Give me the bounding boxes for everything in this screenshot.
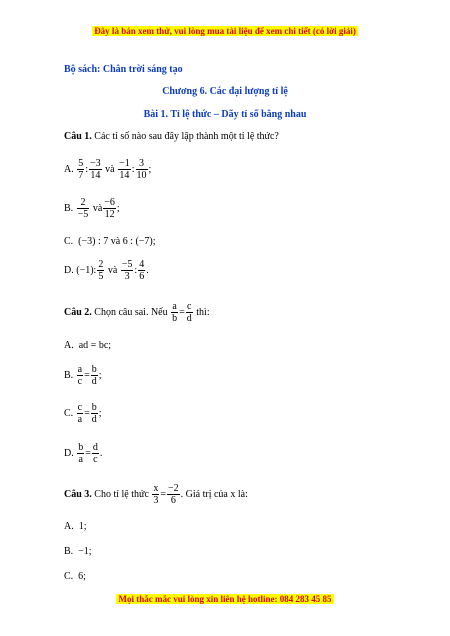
q1-option-d: D. (−1): $\frac{2}{5}$ và $\frac{-5}{3}$ : $\frac{4}{6}$ . bbox=[64, 259, 149, 282]
question-1 bbox=[64, 131, 279, 142]
q1-option-a: A. $\frac{5}{7}$ : $\frac{-3}{14}$ và $\frac{-1}{14}$ : $\frac{3}{10}$ ; bbox=[64, 158, 152, 181]
q2-option-c-letter: C. bbox=[64, 408, 74, 419]
q1-option-b-letter: B. bbox=[64, 203, 74, 214]
q2-option-a bbox=[64, 340, 111, 351]
q1-option-c bbox=[64, 236, 156, 247]
q2-option-a-text: ad = bc; bbox=[78, 340, 112, 351]
fraction: $\frac{b}{d}$ bbox=[91, 402, 97, 425]
q1-option-a-letter: A. bbox=[64, 164, 74, 175]
q1-option-c-text: (−3) : 7 và 6 : (−7); bbox=[78, 236, 156, 247]
fraction: $\frac{c}{d}$ bbox=[186, 301, 192, 324]
question-3-text: Cho tỉ lệ thức bbox=[94, 489, 149, 500]
header-banner bbox=[0, 26, 450, 36]
q2-option-a-letter: A. bbox=[64, 340, 74, 351]
fraction: $\frac{-1}{14}$ bbox=[119, 158, 130, 181]
fraction: $\frac{b}{d}$ bbox=[91, 364, 97, 387]
q2-option-d-letter: D. bbox=[64, 448, 74, 459]
question-1-text: Các tỉ số nào sau đây lập thành một tỉ lệ thức? bbox=[94, 131, 279, 142]
header-banner-text: Đây là bản xem thử, vui lòng mua tài liệu để xem chi tiết (có lời giải) bbox=[94, 26, 356, 36]
chapter-title: Chương 6. Các đại lượng tỉ lệ bbox=[162, 86, 288, 97]
question-2-text: Chọn câu sai. Nếu bbox=[94, 307, 168, 318]
q3-option-a-letter: A. bbox=[64, 521, 74, 532]
fraction: $\frac{d}{c}$ bbox=[92, 442, 98, 465]
fraction: $\frac{2}{5}$ bbox=[98, 259, 104, 282]
question-3: Câu 3. Cho tỉ lệ thức $\frac{x}{3}$ = $\frac{-2}{6}$ . Giá trị của x là: bbox=[64, 483, 248, 506]
fraction: $\frac{2}{-5}$ bbox=[77, 197, 89, 220]
fraction: $\frac{-6}{12}$ bbox=[104, 197, 115, 220]
q2-option-c: C. $\frac{c}{a}$ = $\frac{b}{d}$ ; bbox=[64, 402, 102, 425]
connector-text: và bbox=[92, 203, 103, 214]
fraction: $\frac{c}{a}$ bbox=[77, 402, 83, 425]
question-2-label: Câu 2. bbox=[64, 307, 92, 318]
fraction: $\frac{4}{6}$ bbox=[139, 259, 145, 282]
q2-option-d: D. $\frac{b}{a}$ = $\frac{d}{c}$ . bbox=[64, 442, 103, 465]
question-3-after: . Giá trị của x là: bbox=[180, 489, 248, 500]
footer-banner bbox=[0, 594, 450, 604]
fraction: $\frac{b}{a}$ bbox=[78, 442, 84, 465]
question-1-label: Câu 1. bbox=[64, 131, 92, 142]
q3-option-c-text: 6; bbox=[78, 571, 86, 582]
question-2: Câu 2. Chọn câu sai. Nếu $\frac{a}{b}$ = $\frac{c}{d}$ thì: bbox=[64, 301, 210, 324]
q1-option-b: B. $\frac{2}{-5}$ và $\frac{-6}{12}$ ; bbox=[64, 197, 120, 220]
fraction: $\frac{a}{b}$ bbox=[172, 301, 178, 324]
fraction: $\frac{-2}{6}$ bbox=[168, 483, 179, 506]
question-3-label: Câu 3. bbox=[64, 489, 92, 500]
q3-option-a-text: 1; bbox=[78, 521, 87, 532]
fraction: $\frac{x}{3}$ bbox=[153, 483, 159, 506]
q3-option-c-letter: C. bbox=[64, 571, 74, 582]
q1-option-d-letter: D. bbox=[64, 265, 74, 276]
fraction: $\frac{-3}{14}$ bbox=[90, 158, 101, 181]
q2-option-b: B. $\frac{a}{c}$ = $\frac{b}{d}$ ; bbox=[64, 364, 102, 387]
footer-banner-text: Mọi thắc mắc vui lòng xin liên hệ hotline: 084 283 45 85 bbox=[118, 594, 332, 604]
q3-option-a bbox=[64, 521, 87, 532]
q3-option-b bbox=[64, 546, 92, 557]
fraction: $\frac{3}{10}$ bbox=[136, 158, 147, 181]
lesson-title: Bài 1. Tỉ lệ thức – Dãy tỉ số bằng nhau bbox=[143, 109, 307, 120]
q3-option-c bbox=[64, 571, 86, 582]
connector-text: và bbox=[105, 164, 115, 175]
q3-option-b-text: −1; bbox=[78, 546, 92, 557]
book-series: Bộ sách: Chân trời sáng tạo bbox=[64, 64, 183, 75]
fraction: $\frac{5}{7}$ bbox=[78, 158, 84, 181]
connector-text: và bbox=[107, 265, 118, 276]
q1-option-c-letter: C. bbox=[64, 236, 74, 247]
fraction: $\frac{-5}{3}$ bbox=[121, 259, 133, 282]
q2-option-b-letter: B. bbox=[64, 370, 74, 381]
fraction: $\frac{a}{c}$ bbox=[77, 364, 83, 387]
q3-option-b-letter: B. bbox=[64, 546, 74, 557]
